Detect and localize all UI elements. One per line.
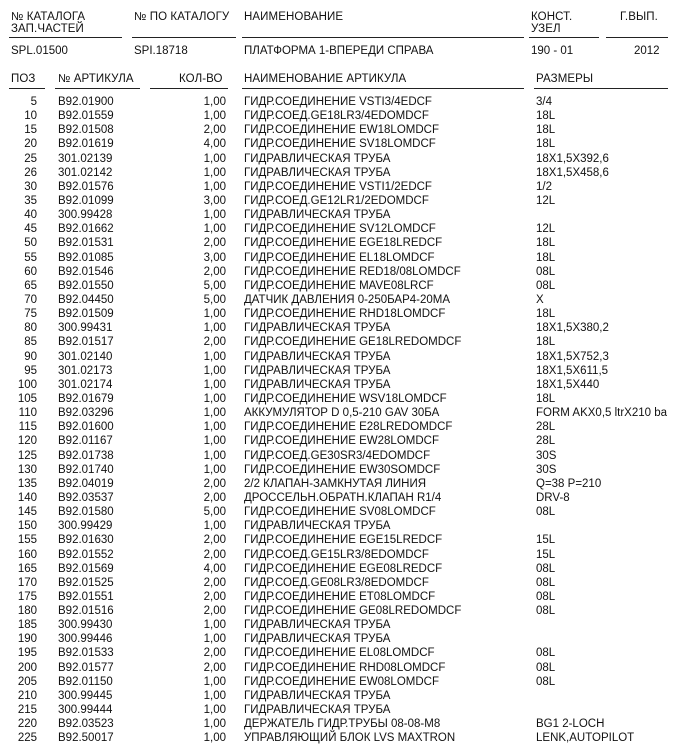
row-pos: 95 <box>24 364 37 377</box>
row-name: ГИДРАВЛИЧЕСКАЯ ТРУБА <box>244 633 391 646</box>
table-row <box>0 180 685 194</box>
table-row <box>0 251 685 265</box>
row-pos: 190 <box>17 633 37 646</box>
row-article: B92.04019 <box>58 477 114 490</box>
row-name: ГИДР.СОЕДИНЕНИЕ EW08LOMDCF <box>244 675 439 688</box>
table-row <box>0 646 685 660</box>
row-size: 18X1,5X611,5 <box>536 364 609 377</box>
rule-name <box>242 37 524 38</box>
row-qty: 1,00 <box>203 166 226 179</box>
row-qty: 1,00 <box>203 378 226 391</box>
row-article: B92.01580 <box>58 506 114 519</box>
parts-table <box>0 95 685 745</box>
row-article: 300.99431 <box>58 322 113 335</box>
row-size: 18L <box>536 138 556 151</box>
row-pos: 105 <box>17 392 37 405</box>
row-qty: 1,00 <box>203 704 226 717</box>
row-pos: 135 <box>17 477 37 490</box>
row-pos: 145 <box>17 506 37 519</box>
row-size: X <box>536 293 544 306</box>
row-qty: 3,00 <box>203 194 226 207</box>
row-size: 30S <box>536 463 557 476</box>
row-size: 12L <box>536 194 556 207</box>
row-name: АККУМУЛЯТОР D 0,5-210 GAV 30БА <box>244 407 440 420</box>
row-article: B92.01600 <box>58 421 114 434</box>
row-pos: 45 <box>24 223 37 236</box>
row-article: B92.01508 <box>58 124 114 137</box>
row-name: ГИДР.СОЕД.GE30SR3/4EDOMDCF <box>244 449 431 462</box>
col-qty-header: КОЛ-ВО <box>179 73 223 85</box>
row-article: B92.01167 <box>58 435 113 448</box>
row-qty: 1,00 <box>203 633 226 646</box>
row-name: ГИДР.СОЕДИНЕНИЕ RED18/08LOMDCF <box>244 265 461 278</box>
name-label: НАИМЕНОВАНИЕ <box>244 11 344 23</box>
row-name: ГИДР.СОЕДИНЕНИЕ MAVE08LRCF <box>244 279 434 292</box>
row-size: 15L <box>536 534 556 547</box>
row-size: BG1 2-LOCH <box>536 718 605 731</box>
row-size: 08L <box>536 661 556 674</box>
row-qty: 1,00 <box>203 407 226 420</box>
row-size: 28L <box>536 421 556 434</box>
table-row <box>0 307 685 321</box>
row-pos: 25 <box>24 152 37 165</box>
table-row <box>0 576 685 590</box>
row-size: 08L <box>536 675 556 688</box>
row-qty: 5,00 <box>203 506 226 519</box>
row-pos: 125 <box>17 449 37 462</box>
row-name: ГИДР.СОЕДИНЕНИЕ SV18LOMDCF <box>244 138 436 151</box>
rule-col-pos <box>9 88 45 89</box>
row-article: 301.02142 <box>58 166 113 179</box>
row-article: 301.02139 <box>58 152 113 165</box>
row-name: ГИДР.СОЕДИНЕНИЕ EGE15LREDCF <box>244 534 443 547</box>
row-name: ГИДР.СОЕДИНЕНИЕ E28LREDOMDCF <box>244 421 453 434</box>
table-row <box>0 109 685 123</box>
row-qty: 2,00 <box>203 605 226 618</box>
table-row <box>0 491 685 505</box>
catalog-ref-label: № ПО КАТАЛОГУ <box>134 11 230 23</box>
row-pos: 180 <box>17 605 37 618</box>
row-article: B92.01085 <box>58 251 114 264</box>
row-qty: 1,00 <box>203 180 226 193</box>
row-pos: 110 <box>18 407 37 420</box>
row-article: B92.01517 <box>58 336 114 349</box>
row-article: B92.01550 <box>58 279 114 292</box>
row-pos: 215 <box>17 704 37 717</box>
row-size: 18X1,5X392,6 <box>536 152 609 165</box>
row-qty: 4,00 <box>203 138 226 151</box>
table-row <box>0 689 685 703</box>
row-name: ГИДР.СОЕДИНЕНИЕ EL08LOMDCF <box>244 647 435 660</box>
col-pos-header: ПОЗ <box>11 73 36 85</box>
table-row <box>0 123 685 137</box>
row-name: ДАТЧИК ДАВЛЕНИЯ 0-250БАР4-20МА <box>244 293 451 306</box>
col-article-name-header: НАИМЕНОВАНИЕ АРТИКУЛА <box>244 73 407 85</box>
row-name: ГИДРАВЛИЧЕСКАЯ ТРУБА <box>244 152 391 165</box>
table-row <box>0 434 685 448</box>
row-article: B92.01150 <box>58 675 113 688</box>
row-name: ГИДР.СОЕДИНЕНИЕ EGE18LREDCF <box>244 237 443 250</box>
row-pos: 140 <box>17 491 37 504</box>
table-row <box>0 406 685 420</box>
row-name: ГИДР.СОЕД.GE12LR1/2EDOMDCF <box>244 194 429 207</box>
row-pos: 15 <box>24 124 37 137</box>
row-name: ГИДР.СОЕДИНЕНИЕ EL18LOMDCF <box>244 251 435 264</box>
rule-col-qty <box>150 88 228 89</box>
row-size: 18X1,5X440 <box>536 378 600 391</box>
row-qty: 1,00 <box>203 732 226 745</box>
row-size: 08L <box>536 562 556 575</box>
row-article: B92.01531 <box>58 237 114 250</box>
row-qty: 2,00 <box>203 590 226 603</box>
row-name: ГИДРАВЛИЧЕСКАЯ ТРУБА <box>244 520 391 533</box>
row-article: B92.01516 <box>58 605 114 618</box>
row-qty: 1,00 <box>203 322 226 335</box>
row-qty: 2,00 <box>203 265 226 278</box>
row-qty: 1,00 <box>203 152 226 165</box>
table-row <box>0 137 685 151</box>
row-name: ГИДР.СОЕДИНЕНИЕ GE08LREDOMDCF <box>244 605 462 618</box>
row-qty: 1,00 <box>203 689 226 702</box>
row-size: 08L <box>536 605 556 618</box>
row-pos: 30 <box>24 180 37 193</box>
table-row <box>0 717 685 731</box>
row-qty: 1,00 <box>203 435 226 448</box>
row-article: 300.99428 <box>58 209 113 222</box>
row-article: 300.99444 <box>58 704 113 717</box>
row-size: 18X1,5X458,6 <box>536 166 609 179</box>
row-qty: 2,00 <box>203 548 226 561</box>
row-qty: 1,00 <box>203 308 226 321</box>
table-row <box>0 548 685 562</box>
table-row <box>0 505 685 519</box>
table-row <box>0 533 685 547</box>
row-name: ГИДР.СОЕД.GE15LR3/8EDOMDCF <box>244 548 429 561</box>
row-size: 08L <box>536 265 556 278</box>
row-pos: 20 <box>24 138 37 151</box>
row-pos: 200 <box>17 661 37 674</box>
row-name: ГИДР.СОЕДИНЕНИЕ RHD18LOMDCF <box>244 308 446 321</box>
table-row <box>0 420 685 434</box>
table-row <box>0 364 685 378</box>
row-qty: 1,00 <box>203 350 226 363</box>
rule-assembly <box>529 37 599 38</box>
table-row <box>0 152 685 166</box>
rule-catalog-ref <box>132 37 236 38</box>
name-value: ПЛАТФОРМА 1-ВПЕРЕДИ СПРАВА <box>244 45 434 57</box>
row-name: ГИДР.СОЕД.GE08LR3/8EDOMDCF <box>244 576 429 589</box>
row-name: ГИДРАВЛИЧЕСКАЯ ТРУБА <box>244 364 391 377</box>
table-row <box>0 703 685 717</box>
row-qty: 1,00 <box>203 110 226 123</box>
row-size: DRV-8 <box>536 491 570 504</box>
row-name: ГИДР.СОЕДИНЕНИЕ EW28LOMDCF <box>244 435 439 448</box>
row-qty: 2,00 <box>203 576 226 589</box>
rule-col-size <box>534 88 668 89</box>
row-pos: 10 <box>24 110 37 123</box>
row-pos: 65 <box>24 279 37 292</box>
row-pos: 195 <box>17 647 37 660</box>
col-article-header: № АРТИКУЛА <box>58 73 134 85</box>
table-row <box>0 449 685 463</box>
catalog-ref-value: SPI.18718 <box>134 45 188 57</box>
row-qty: 1,00 <box>203 619 226 632</box>
row-size: LENK,AUTOPILOT <box>536 732 635 745</box>
row-pos: 100 <box>17 378 37 391</box>
row-qty: 5,00 <box>203 279 226 292</box>
row-size: 1/2 <box>536 180 552 193</box>
table-row <box>0 731 685 745</box>
table-row <box>0 265 685 279</box>
table-row <box>0 236 685 250</box>
row-pos: 26 <box>24 166 37 179</box>
row-article: B92.01569 <box>58 562 114 575</box>
row-article: B92.01533 <box>58 647 114 660</box>
row-name: ГИДР.СОЕДИНЕНИЕ VSTI1/2EDCF <box>244 180 432 193</box>
table-row <box>0 632 685 646</box>
row-qty: 1,00 <box>203 675 226 688</box>
row-size: 12L <box>536 223 556 236</box>
row-article: 300.99429 <box>58 520 113 533</box>
row-article: B92.03296 <box>58 407 114 420</box>
row-article: B92.04450 <box>58 293 114 306</box>
row-pos: 170 <box>17 576 37 589</box>
assembly-value: 190 - 01 <box>531 45 574 57</box>
row-qty: 3,00 <box>203 251 226 264</box>
row-size: 3/4 <box>536 96 552 108</box>
row-size: 18X1,5X752,3 <box>536 350 609 363</box>
row-size: 08L <box>536 647 556 660</box>
row-size: 18L <box>536 124 556 137</box>
row-qty: 2,00 <box>203 534 226 547</box>
row-article: B92.03537 <box>58 491 114 504</box>
row-size: 30S <box>536 449 557 462</box>
row-qty: 1,00 <box>203 364 226 377</box>
row-article: B92.01509 <box>58 308 114 321</box>
row-name: ГИДР.СОЕДИНЕНИЕ RHD08LOMDCF <box>244 661 446 674</box>
table-row <box>0 208 685 222</box>
row-pos: 210 <box>17 689 37 702</box>
row-pos: 205 <box>17 675 37 688</box>
row-article: B92.01738 <box>58 449 114 462</box>
table-row <box>0 194 685 208</box>
row-name: ГИДРАВЛИЧЕСКАЯ ТРУБА <box>244 322 391 335</box>
row-qty: 1,00 <box>203 223 226 236</box>
row-pos: 220 <box>17 718 37 731</box>
table-row <box>0 222 685 236</box>
row-qty: 1,00 <box>203 520 226 533</box>
row-size: 15L <box>536 548 556 561</box>
row-qty: 1,00 <box>203 463 226 476</box>
row-name: ГИДРАВЛИЧЕСКАЯ ТРУБА <box>244 350 391 363</box>
row-qty: 2,00 <box>203 124 226 137</box>
row-name: ДЕРЖАТЕЛЬ ГИДР.ТРУБЫ 08-08-M8 <box>244 718 441 731</box>
row-qty: 2,00 <box>203 336 226 349</box>
row-size: 08L <box>536 590 556 603</box>
table-row <box>0 661 685 675</box>
row-pos: 85 <box>24 336 37 349</box>
row-qty: 5,00 <box>203 293 226 306</box>
row-qty: 1,00 <box>203 209 226 222</box>
row-article: 300.99430 <box>58 619 113 632</box>
row-pos: 155 <box>17 534 37 547</box>
row-pos: 50 <box>24 237 37 250</box>
row-article: B92.01552 <box>58 548 114 561</box>
row-size: 08L <box>536 576 556 589</box>
row-name: ГИДР.СОЕДИНЕНИЕ EGE08LREDCF <box>244 562 443 575</box>
row-size: Q=38 P=210 <box>536 477 602 490</box>
row-article: B92.01576 <box>58 180 114 193</box>
row-size: 08L <box>536 279 556 292</box>
row-pos: 55 <box>24 251 37 264</box>
col-size-header: РАЗМЕРЫ <box>536 73 594 85</box>
row-name: ГИДРАВЛИЧЕСКАЯ ТРУБА <box>244 704 391 717</box>
catalog-no-label: № КАТАЛОГА ЗАП.ЧАСТЕЙ <box>11 11 86 35</box>
table-row <box>0 95 685 109</box>
row-name: ГИДР.СОЕДИНЕНИЕ SV12LOMDCF <box>244 223 436 236</box>
row-pos: 90 <box>24 350 37 363</box>
row-pos: 40 <box>24 209 37 222</box>
row-name: ГИДРАВЛИЧЕСКАЯ ТРУБА <box>244 166 391 179</box>
row-qty: 2,00 <box>203 661 226 674</box>
table-row <box>0 477 685 491</box>
table-row <box>0 293 685 307</box>
row-name: ГИДРАВЛИЧЕСКАЯ ТРУБА <box>244 619 391 632</box>
rule-catalog-no <box>9 37 122 38</box>
row-qty: 1,00 <box>203 421 226 434</box>
row-pos: 60 <box>24 265 37 278</box>
year-label: Г.ВЫП. <box>620 11 658 23</box>
row-name: ГИДР.СОЕДИНЕНИЕ ET08LOMDCF <box>244 590 436 603</box>
row-size: 08L <box>536 506 556 519</box>
row-pos: 5 <box>30 96 37 108</box>
row-size: 18L <box>536 237 556 250</box>
row-name: ГИДР.СОЕДИНЕНИЕ EW30SOMDCF <box>244 463 441 476</box>
table-row <box>0 321 685 335</box>
row-article: 301.02174 <box>58 378 113 391</box>
row-article: B92.01551 <box>58 590 114 603</box>
row-pos: 225 <box>17 732 37 745</box>
table-row <box>0 562 685 576</box>
row-name: 2/2 КЛАПАН-ЗАМКНУТАЯ ЛИНИЯ <box>244 477 427 490</box>
row-pos: 75 <box>24 308 37 321</box>
row-size: 18L <box>536 251 556 264</box>
row-qty: 2,00 <box>203 491 226 504</box>
row-name: ГИДРАВЛИЧЕСКАЯ ТРУБА <box>244 378 391 391</box>
table-row <box>0 618 685 632</box>
row-name: ГИДР.СОЕДИНЕНИЕ VSTI3/4EDCF <box>244 96 432 108</box>
row-size: 18L <box>536 110 556 123</box>
row-size: 18L <box>536 308 556 321</box>
row-article: B92.03523 <box>58 718 114 731</box>
row-pos: 115 <box>18 421 37 434</box>
row-article: B92.01679 <box>58 392 114 405</box>
table-row <box>0 279 685 293</box>
row-name: УПРАВЛЯЮЩИЙ БЛОК LVS MAXTRON <box>244 732 456 745</box>
row-size: 28L <box>536 435 556 448</box>
row-pos: 80 <box>24 322 37 335</box>
row-article: B92.01577 <box>58 661 114 674</box>
row-size: 18L <box>536 392 556 405</box>
row-size: 18X1,5X380,2 <box>536 322 609 335</box>
row-pos: 120 <box>17 435 37 448</box>
row-qty: 1,00 <box>203 718 226 731</box>
row-article: B92.01099 <box>58 194 114 207</box>
row-name: ГИДР.СОЕДИНЕНИЕ EW18LOMDCF <box>244 124 439 137</box>
row-pos: 175 <box>17 590 37 603</box>
rule-col-article-name <box>242 88 524 89</box>
row-pos: 165 <box>17 562 37 575</box>
rule-year <box>606 37 668 38</box>
row-name: ГИДР.СОЕДИНЕНИЕ WSV18LOMDCF <box>244 392 447 405</box>
rule-col-article <box>55 88 140 89</box>
table-row <box>0 378 685 392</box>
row-article: B92.01740 <box>58 463 114 476</box>
table-row <box>0 604 685 618</box>
row-name: ГИДР.СОЕД.GE18LR3/4EDOMDCF <box>244 110 429 123</box>
row-qty: 1,00 <box>203 449 226 462</box>
row-name: ДРОССЕЛЬН.ОБРАТН.КЛАПАН R1/4 <box>244 491 442 504</box>
row-qty: 2,00 <box>203 477 226 490</box>
row-qty: 2,00 <box>203 647 226 660</box>
row-article: B92.01525 <box>58 576 114 589</box>
row-size: FORM AKX0,5 ltrX210 ba <box>536 407 668 420</box>
row-pos: 150 <box>17 520 37 533</box>
row-qty: 1,00 <box>203 392 226 405</box>
row-name: ГИДР.СОЕДИНЕНИЕ GE18LREDOMDCF <box>244 336 462 349</box>
row-article: 301.02173 <box>58 364 113 377</box>
row-pos: 185 <box>17 619 37 632</box>
row-article: B92.01630 <box>58 534 114 547</box>
row-article: 300.99446 <box>58 633 113 646</box>
row-pos: 70 <box>24 293 37 306</box>
row-pos: 160 <box>17 548 37 561</box>
table-row <box>0 675 685 689</box>
row-qty: 4,00 <box>203 562 226 575</box>
year-value: 2012 <box>634 45 660 57</box>
row-size: 18L <box>536 336 556 349</box>
row-article: B92.01546 <box>58 265 114 278</box>
row-article: B92.01662 <box>58 223 114 236</box>
assembly-label: КОНСТ. УЗЕЛ <box>531 11 573 35</box>
table-row <box>0 335 685 349</box>
table-row <box>0 463 685 477</box>
row-qty: 2,00 <box>203 237 226 250</box>
row-article: B92.01619 <box>58 138 114 151</box>
row-article: B92.01900 <box>58 96 114 108</box>
row-article: B92.01559 <box>58 110 114 123</box>
row-qty: 1,00 <box>203 96 226 108</box>
table-row <box>0 519 685 533</box>
table-row <box>0 392 685 406</box>
table-row <box>0 166 685 180</box>
table-row <box>0 350 685 364</box>
row-name: ГИДРАВЛИЧЕСКАЯ ТРУБА <box>244 689 391 702</box>
row-article: B92.50017 <box>58 732 114 745</box>
row-article: 301.02140 <box>58 350 113 363</box>
catalog-no-value: SPL.01500 <box>11 45 68 57</box>
table-row <box>0 590 685 604</box>
row-article: 300.99445 <box>58 689 113 702</box>
row-name: ГИДР.СОЕДИНЕНИЕ SV08LOMDCF <box>244 506 436 519</box>
row-pos: 35 <box>24 194 37 207</box>
row-name: ГИДРАВЛИЧЕСКАЯ ТРУБА <box>244 209 391 222</box>
row-pos: 130 <box>17 463 37 476</box>
